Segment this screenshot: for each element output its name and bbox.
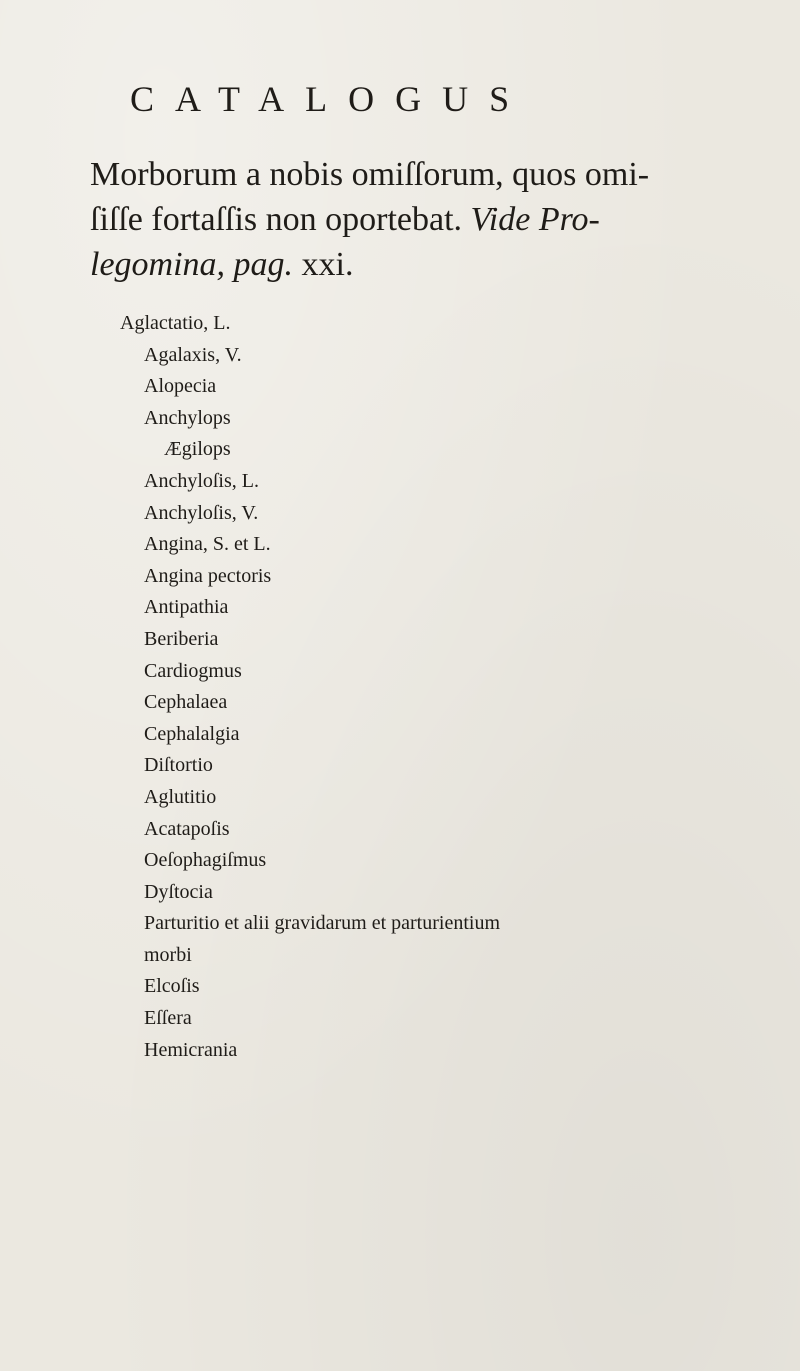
list-item: Diſtortio [144,754,213,777]
disease-list [120,308,800,1066]
list-item: Angina pectoris [144,564,272,587]
list-item: Beriberia [144,627,219,650]
list-item: Anchyloſis, L. [144,469,259,492]
list-item: Antipathia [144,596,229,619]
intro-line-3-italic: legomina, pag. [90,246,294,283]
list-item: Cephalaea [144,691,228,714]
list-item: Parturitio et alii gravidarum et parturientium [144,912,501,935]
list-item: Eſſera [144,1007,192,1030]
list-item: Agalaxis, V. [144,343,242,366]
intro-paragraph [90,152,780,287]
list-item: Anchyloſis, V. [144,501,259,524]
list-item: morbi [144,943,192,966]
intro-line-3-text: xxi. [293,246,354,283]
list-item: Aglactatio, L. [120,312,231,334]
running-head: CATALOGUS [130,79,531,119]
list-item: Angina, S. et L. [144,533,271,556]
list-item: Acatapoſis [144,817,230,840]
list-item: Cephalalgia [144,722,240,745]
list-item: Cardiogmus [144,659,242,682]
intro-line-3 [90,242,780,287]
intro-line-2 [90,197,780,242]
list-item: Ægilops [164,438,231,461]
intro-line-2-italic: Vide Pro- [470,201,600,238]
list-item: Elcoſis [144,975,200,998]
list-item: Anchylops [144,406,231,429]
intro-line-1: Morborum a nobis omiſſorum, quos omi- [90,156,650,193]
list-item: Dyſtocia [144,880,213,903]
list-item: Oeſophagiſmus [144,849,267,872]
intro-line-2-text: ſiſſe fortaſſis non oportebat. [90,201,471,238]
list-item: Aglutitio [144,785,217,808]
list-item: Alopecia [144,375,217,398]
list-item: Hemicrania [144,1038,238,1061]
